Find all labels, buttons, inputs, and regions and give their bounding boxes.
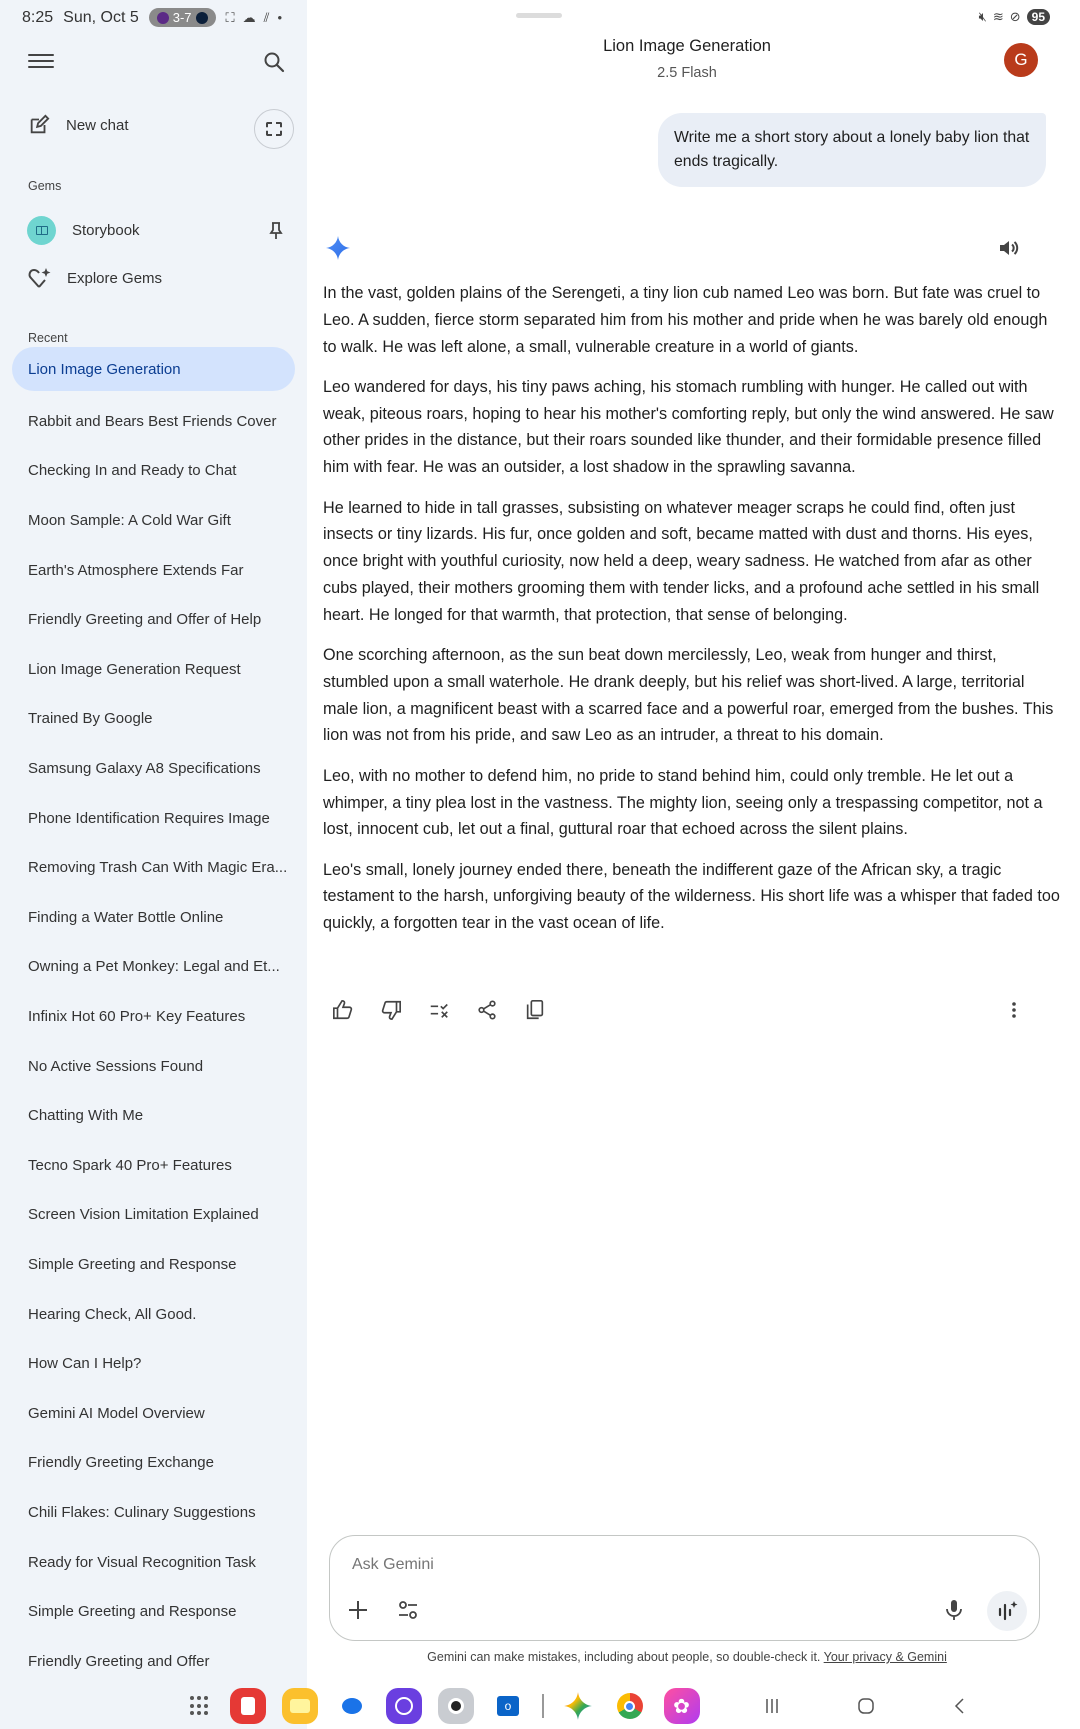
status-date: Sun, Oct 5 (63, 8, 139, 26)
recent-chat-item[interactable]: Owning a Pet Monkey: Legal and Et... (28, 958, 280, 976)
status-time: 8:25 (22, 8, 54, 26)
score-notification (149, 8, 216, 27)
team-logo-icon (196, 12, 208, 24)
pin-icon[interactable] (268, 222, 284, 245)
thumbs-up-button[interactable] (331, 998, 355, 1022)
microphone-button[interactable] (942, 1598, 966, 1622)
tune-icon (396, 1598, 420, 1622)
recent-chat-item[interactable]: Ready for Visual Recognition Task (28, 1553, 256, 1571)
recents-icon (762, 1696, 782, 1716)
recent-chat-item[interactable]: Samsung Galaxy A8 Specifications (28, 760, 261, 778)
conversation-title[interactable]: Lion Image Generation (603, 37, 771, 55)
edit-icon (28, 114, 50, 136)
response-paragraph: In the vast, golden plains of the Serengeti, a tiny lion cub named Leo was born. But fate was cruel to Leo. A sudden, fierce storm separated him from his mother and pride when he was barely old enough to walk. He was left alone, a small, vulnerable creature in a world of giants. (323, 284, 1048, 356)
prompt-input-container (329, 1535, 1040, 1641)
response-paragraph: Leo wandered for days, his tiny paws aching, his stomach rumbling with hunger. He called out with weak, piteous roars, hoping to hear his mother's comforting reply, but only the wind answered. He saw other prides in the distance, but their roars sounded like thunder, and their formidable presence filled him with fear. He was an outsider, a lost shadow in the sprawling savanna. (323, 377, 1054, 477)
recent-chat-item[interactable]: Finding a Water Bottle Online (28, 908, 224, 926)
response-paragraph: One scorching afternoon, as the sun beat down mercilessly, Leo, weak from hunger and thirst, stumbled upon a small waterhole. He drank deeply, but his relief was short-lived. A large, territorial male lion, a magnificent beast with a scarred face and a powerful roar, emerged from the bushes. This lion was not from his pride, and saw Leo as an intruder, a threat to his domain. (323, 646, 1054, 745)
recent-chat-item[interactable]: Simple Greeting and Response (28, 1603, 237, 1621)
speaker-icon (997, 236, 1021, 260)
navigation-bar (758, 1692, 974, 1720)
add-attachment-button[interactable] (346, 1598, 370, 1622)
double-check-button[interactable] (427, 998, 451, 1022)
gallery-app-icon[interactable]: ✿ (664, 1688, 700, 1724)
recent-chat-item[interactable]: Friendly Greeting and Offer (28, 1652, 210, 1670)
home-icon (856, 1696, 876, 1716)
disclaimer-text: Gemini can make mistakes, including about people, so double-check it. (427, 1650, 824, 1664)
menu-icon-line (28, 66, 54, 68)
gemini-sparkle-icon (325, 235, 351, 261)
search-icon (262, 50, 286, 74)
account-avatar[interactable]: G (1004, 43, 1038, 77)
share-icon (476, 999, 498, 1021)
taskbar-divider (542, 1694, 544, 1718)
messages-app-icon[interactable] (334, 1688, 370, 1724)
recent-chat-item[interactable]: Moon Sample: A Cold War Gift (28, 512, 231, 530)
search-button[interactable] (262, 50, 288, 76)
thumbs-up-icon (332, 999, 354, 1021)
model-selector[interactable]: 2.5 Flash (657, 65, 717, 81)
battery-level: 95 (1027, 9, 1050, 25)
new-chat-label: New chat (66, 116, 129, 134)
more-options-button[interactable] (1002, 998, 1026, 1022)
response-actions (331, 998, 547, 1022)
recent-chat-item[interactable]: No Active Sessions Found (28, 1057, 204, 1075)
recents-button[interactable] (758, 1692, 786, 1720)
status-bar-right (979, 9, 1050, 25)
cloud-icon: ☁ (242, 9, 256, 25)
dnd-icon: ⊘ (1009, 9, 1021, 24)
back-button[interactable] (946, 1692, 974, 1720)
privacy-link[interactable]: Your privacy & Gemini (823, 1650, 947, 1664)
status-bar-left (22, 8, 282, 27)
plus-icon (346, 1598, 370, 1622)
menu-icon (28, 54, 54, 56)
recent-chat-item[interactable]: Friendly Greeting and Offer of Help (28, 611, 262, 629)
browser-app-icon[interactable] (386, 1688, 422, 1724)
recent-chats-list (12, 357, 295, 1686)
gemini-live-button[interactable] (987, 1591, 1027, 1631)
book-icon (27, 216, 56, 245)
live-audio-icon (995, 1599, 1019, 1623)
prompt-input[interactable] (352, 1556, 952, 1574)
team-logo-icon (157, 12, 169, 24)
gem-label: Storybook (72, 222, 140, 239)
canvas-button[interactable] (254, 109, 294, 149)
microphone-icon (942, 1598, 966, 1622)
recent-chat-item[interactable]: Screen Vision Limitation Explained (28, 1206, 259, 1224)
dot-icon: • (277, 10, 283, 25)
mute-icon: 🔇︎ (978, 9, 987, 24)
tools-button[interactable] (396, 1598, 420, 1622)
menu-icon-line (28, 60, 54, 62)
new-chat-button[interactable] (28, 114, 129, 136)
home-button[interactable] (852, 1692, 880, 1720)
menu-button[interactable] (28, 50, 54, 76)
thumbs-down-button[interactable] (379, 998, 403, 1022)
score-text: 3-7 (172, 10, 192, 25)
gems-section-label: Gems (28, 179, 62, 193)
taskbar (190, 1688, 700, 1724)
recent-chat-item[interactable]: Chatting With Me (28, 1107, 144, 1125)
recent-chat-item[interactable]: Friendly Greeting Exchange (28, 1454, 214, 1472)
recent-chat-item[interactable]: Hearing Check, All Good. (28, 1305, 197, 1323)
recent-chat-item[interactable]: How Can I Help? (28, 1355, 142, 1373)
recent-chat-item[interactable]: Chili Flakes: Culinary Suggestions (28, 1503, 256, 1521)
wifi-icon: ≋ (992, 9, 1004, 24)
explore-gems-button[interactable] (27, 266, 162, 290)
signal-icon: ⫽ (263, 9, 270, 25)
chrome-app-icon[interactable] (612, 1688, 648, 1724)
status-icons (226, 10, 282, 26)
explore-gems-label: Explore Gems (67, 269, 163, 287)
more-vert-icon (1002, 998, 1026, 1022)
sidebar (0, 0, 307, 1729)
canvas-icon (266, 122, 282, 136)
response-paragraph: Leo's small, lonely journey ended there, beneath the indifferent gaze of the African sky, a tragic testament to the harsh, unforgiving beauty of the wilderness. His short life was a whisper that faded too quickly, a forgotten tear in the vast ocean of life. (323, 860, 1060, 933)
response-paragraph: He learned to hide in tall grasses, subsisting on whatever meager scraps he could find, often just insects or tiny lizards. His fur, once golden and soft, became matted with dust and thorns. His eyes, once bright with youthful curiosity, now held a deep, weary sadness. He watched from afar as other cubs played, their mothers grooming them with tender licks, and a profound ache settled in his small heart. He longed for that warmth, that protection, that sense of belonging. (323, 498, 1040, 624)
share-button[interactable] (475, 998, 499, 1022)
recent-chat-item-active[interactable]: Lion Image Generation (12, 347, 295, 391)
outlook-app-icon[interactable]: o (490, 1688, 526, 1724)
recent-chat-item[interactable]: Trained By Google (28, 710, 153, 728)
copy-button[interactable] (523, 998, 547, 1022)
gemini-app-icon[interactable] (560, 1688, 596, 1724)
recent-chat-item[interactable]: Infinix Hot 60 Pro+ Key Features (28, 1008, 246, 1026)
thumbs-down-icon (380, 999, 402, 1021)
recent-chat-item[interactable]: Tecno Spark 40 Pro+ Features (28, 1156, 232, 1174)
response-paragraph: Leo, with no mother to defend him, no pride to stand behind him, could only tremble. He let out a whimper, a tiny plea lost in the vastness. The mighty lion, seeing only a trespassing competitor, not a lost, innocent cub, let out a final, guttural roar that echoed across the silent plains. (323, 766, 1043, 839)
back-icon (950, 1696, 970, 1716)
camera-app-icon[interactable] (438, 1688, 474, 1724)
gem-sparkle-icon (27, 266, 53, 290)
screenshot-icon: ⛶ (225, 9, 235, 25)
double-check-icon (428, 999, 450, 1021)
files-app-icon[interactable] (282, 1688, 318, 1724)
model-response (323, 280, 1063, 951)
recent-chat-item[interactable]: Lion Image Generation Request (28, 660, 241, 678)
recent-section-label: Recent (28, 331, 68, 345)
gem-item-storybook[interactable] (27, 216, 140, 245)
read-aloud-button[interactable] (997, 236, 1021, 260)
recent-chat-item[interactable]: Rabbit and Bears Best Friends Cover (28, 412, 277, 430)
recent-chat-item[interactable]: Phone Identification Requires Image (28, 809, 270, 827)
app-drawer-button[interactable] (190, 1696, 210, 1716)
user-message: Write me a short story about a lonely baby lion that ends tragically. (658, 113, 1046, 187)
recent-chat-item[interactable]: Checking In and Ready to Chat (28, 462, 237, 480)
recent-chat-item[interactable]: Simple Greeting and Response (28, 1255, 237, 1273)
disclaimer (307, 1650, 1067, 1664)
recent-chat-item[interactable]: Gemini AI Model Overview (28, 1404, 205, 1422)
recent-chat-item[interactable]: Removing Trash Can With Magic Era... (28, 859, 288, 877)
copy-icon (524, 999, 546, 1021)
drag-handle[interactable] (516, 13, 562, 18)
notes-app-icon[interactable] (230, 1688, 266, 1724)
recent-chat-item[interactable]: Earth's Atmosphere Extends Far (28, 561, 244, 579)
chat-panel (307, 0, 1080, 1729)
